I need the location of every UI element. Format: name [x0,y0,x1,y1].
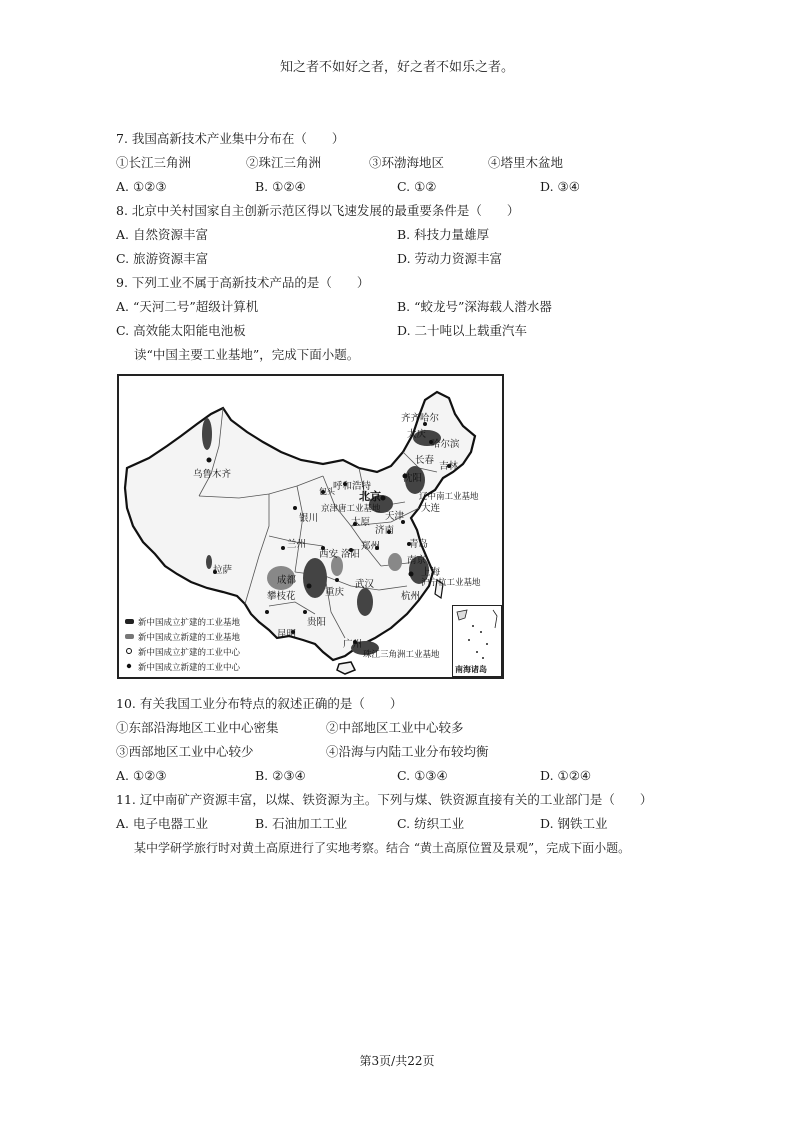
q7-stem: 7. 我国高新技术产业集中分布在（ ） [116,131,345,146]
city-label: 攀枝花 [267,591,296,602]
city-label: 天津 [385,511,405,522]
legend-expanded-center: 新中国成立扩建的工业中心 [138,648,241,658]
city-label: 上海 [421,567,441,578]
city-label: 昆明 [277,629,297,640]
q9-stem: 9. 下列工业不属于高新技术产品的是（ ） [116,275,370,290]
next-section-intro: 某中学研学旅行时对黄土高原进行了实地考察。结合 “黄土高原位置及景观”，完成下面小题。 [134,841,631,855]
q10-option-a: A. ①②③ [116,768,167,783]
q10-item-3: ③西部地区工业中心较少 [116,744,254,759]
legend-new-base: 新中国成立新建的工业基地 [138,633,241,643]
q11-stem: 11. 辽中南矿产资源丰富，以煤、铁资源为主。下列与煤、铁资源直接有关的工业部门是（ ） [116,792,653,807]
legend-expanded-base: 新中国成立扩建的工业基地 [138,618,241,628]
south-china-sea-inset [452,605,502,677]
q11-option-a: A. 电子电器工业 [116,816,208,831]
q7-option-d: D. ③④ [540,179,580,194]
city-label: 青岛 [409,539,429,550]
q8-option-c: C. 旅游资源丰富 [116,251,209,266]
city-label: 洛阳 [341,549,361,560]
q10-item-1: ①东部沿海地区工业中心密集 [116,720,279,735]
q10-stem: 10. 有关我国工业分布特点的叙述正确的是（ ） [116,696,403,711]
q10-option-b: B. ②③④ [255,768,306,783]
city-label: 呼和浩特 [333,481,372,492]
city-label: 成都 [277,575,297,586]
q8-stem: 8. 北京中关村国家自主创新示范区得以飞速发展的最重要条件是（ ） [116,203,520,218]
city-label: 太原 [351,517,371,528]
city-label: 乌鲁木齐 [193,469,232,480]
q10-option-d: D. ①②④ [540,768,592,783]
q8-option-b: B. 科技力量雄厚 [397,227,490,242]
city-label: 杭州 [401,591,421,602]
q9-option-d: D. 二十吨以上载重汽车 [397,323,528,338]
city-label: 沈阳 [403,473,423,484]
q10-item-2: ②中部地区工业中心较多 [326,720,464,735]
q7-option-a: A. ①②③ [116,179,167,194]
city-label: 齐齐哈尔 [401,413,440,424]
city-label: 西安 [319,549,339,560]
city-label: 大连 [421,503,441,514]
city-label: 兰州 [287,539,307,550]
page-number: 第3页/共22页 [359,1054,435,1068]
q9-option-a: A. “天河二号”超级计算机 [116,299,259,314]
china-industrial-base-map [117,374,504,679]
inset-label: 南海诸岛 [455,665,487,674]
city-label: 武汉 [355,579,375,590]
city-label: 哈尔滨 [431,439,460,450]
legend-new-center: 新中国成立新建的工业中心 [138,663,241,673]
city-label: 银川 [299,513,319,524]
page-header-motto: 知之者不如好之者，好之者不如乐之者。 [279,60,514,75]
q9-option-c: C. 高效能太阳能电池板 [116,323,246,338]
q7-item-3: ③环渤海地区 [369,155,445,170]
city-label: 吉林 [439,461,459,472]
q10-option-c: C. ①③④ [397,768,448,783]
city-label: 包头 [319,487,335,496]
q7-option-b: B. ①②④ [255,179,306,194]
q7-item-2: ②珠江三角洲 [246,155,322,170]
city-label: 长春 [415,455,435,466]
city-label: 沪宁杭工业基地 [421,578,481,588]
city-label: 珠江三角洲工业基地 [363,650,440,660]
q7-item-4: ④塔里木盆地 [488,155,564,170]
q8-option-d: D. 劳动力资源丰富 [397,251,503,266]
q11-option-b: B. 石油加工工业 [255,816,348,831]
city-label: 贵阳 [307,617,327,628]
q8-option-a: A. 自然资源丰富 [116,227,208,242]
q7-option-c: C. ①② [397,179,437,194]
q11-option-c: C. 纺织工业 [397,816,465,831]
city-label: 郑州 [361,541,381,552]
city-label: 辽中南工业基地 [419,492,479,502]
city-label: 大庆 [407,429,427,440]
city-label: 济南 [375,525,395,536]
city-label: 京津唐工业基地 [321,504,381,514]
city-label: 重庆 [325,587,345,598]
city-label: 南京 [407,555,427,566]
q11-option-d: D. 钢铁工业 [540,816,608,831]
map-intro: 读“中国主要工业基地”，完成下面小题。 [134,347,360,362]
q7-item-1: ①长江三角洲 [116,155,192,170]
city-label: 拉萨 [213,565,233,576]
q10-item-4: ④沿海与内陆工业分布较均衡 [326,744,489,759]
city-label: 北京 [359,490,381,503]
city-label: 广州 [343,639,363,650]
q9-option-b: B. “蛟龙号”深海载人潜水器 [397,299,552,314]
